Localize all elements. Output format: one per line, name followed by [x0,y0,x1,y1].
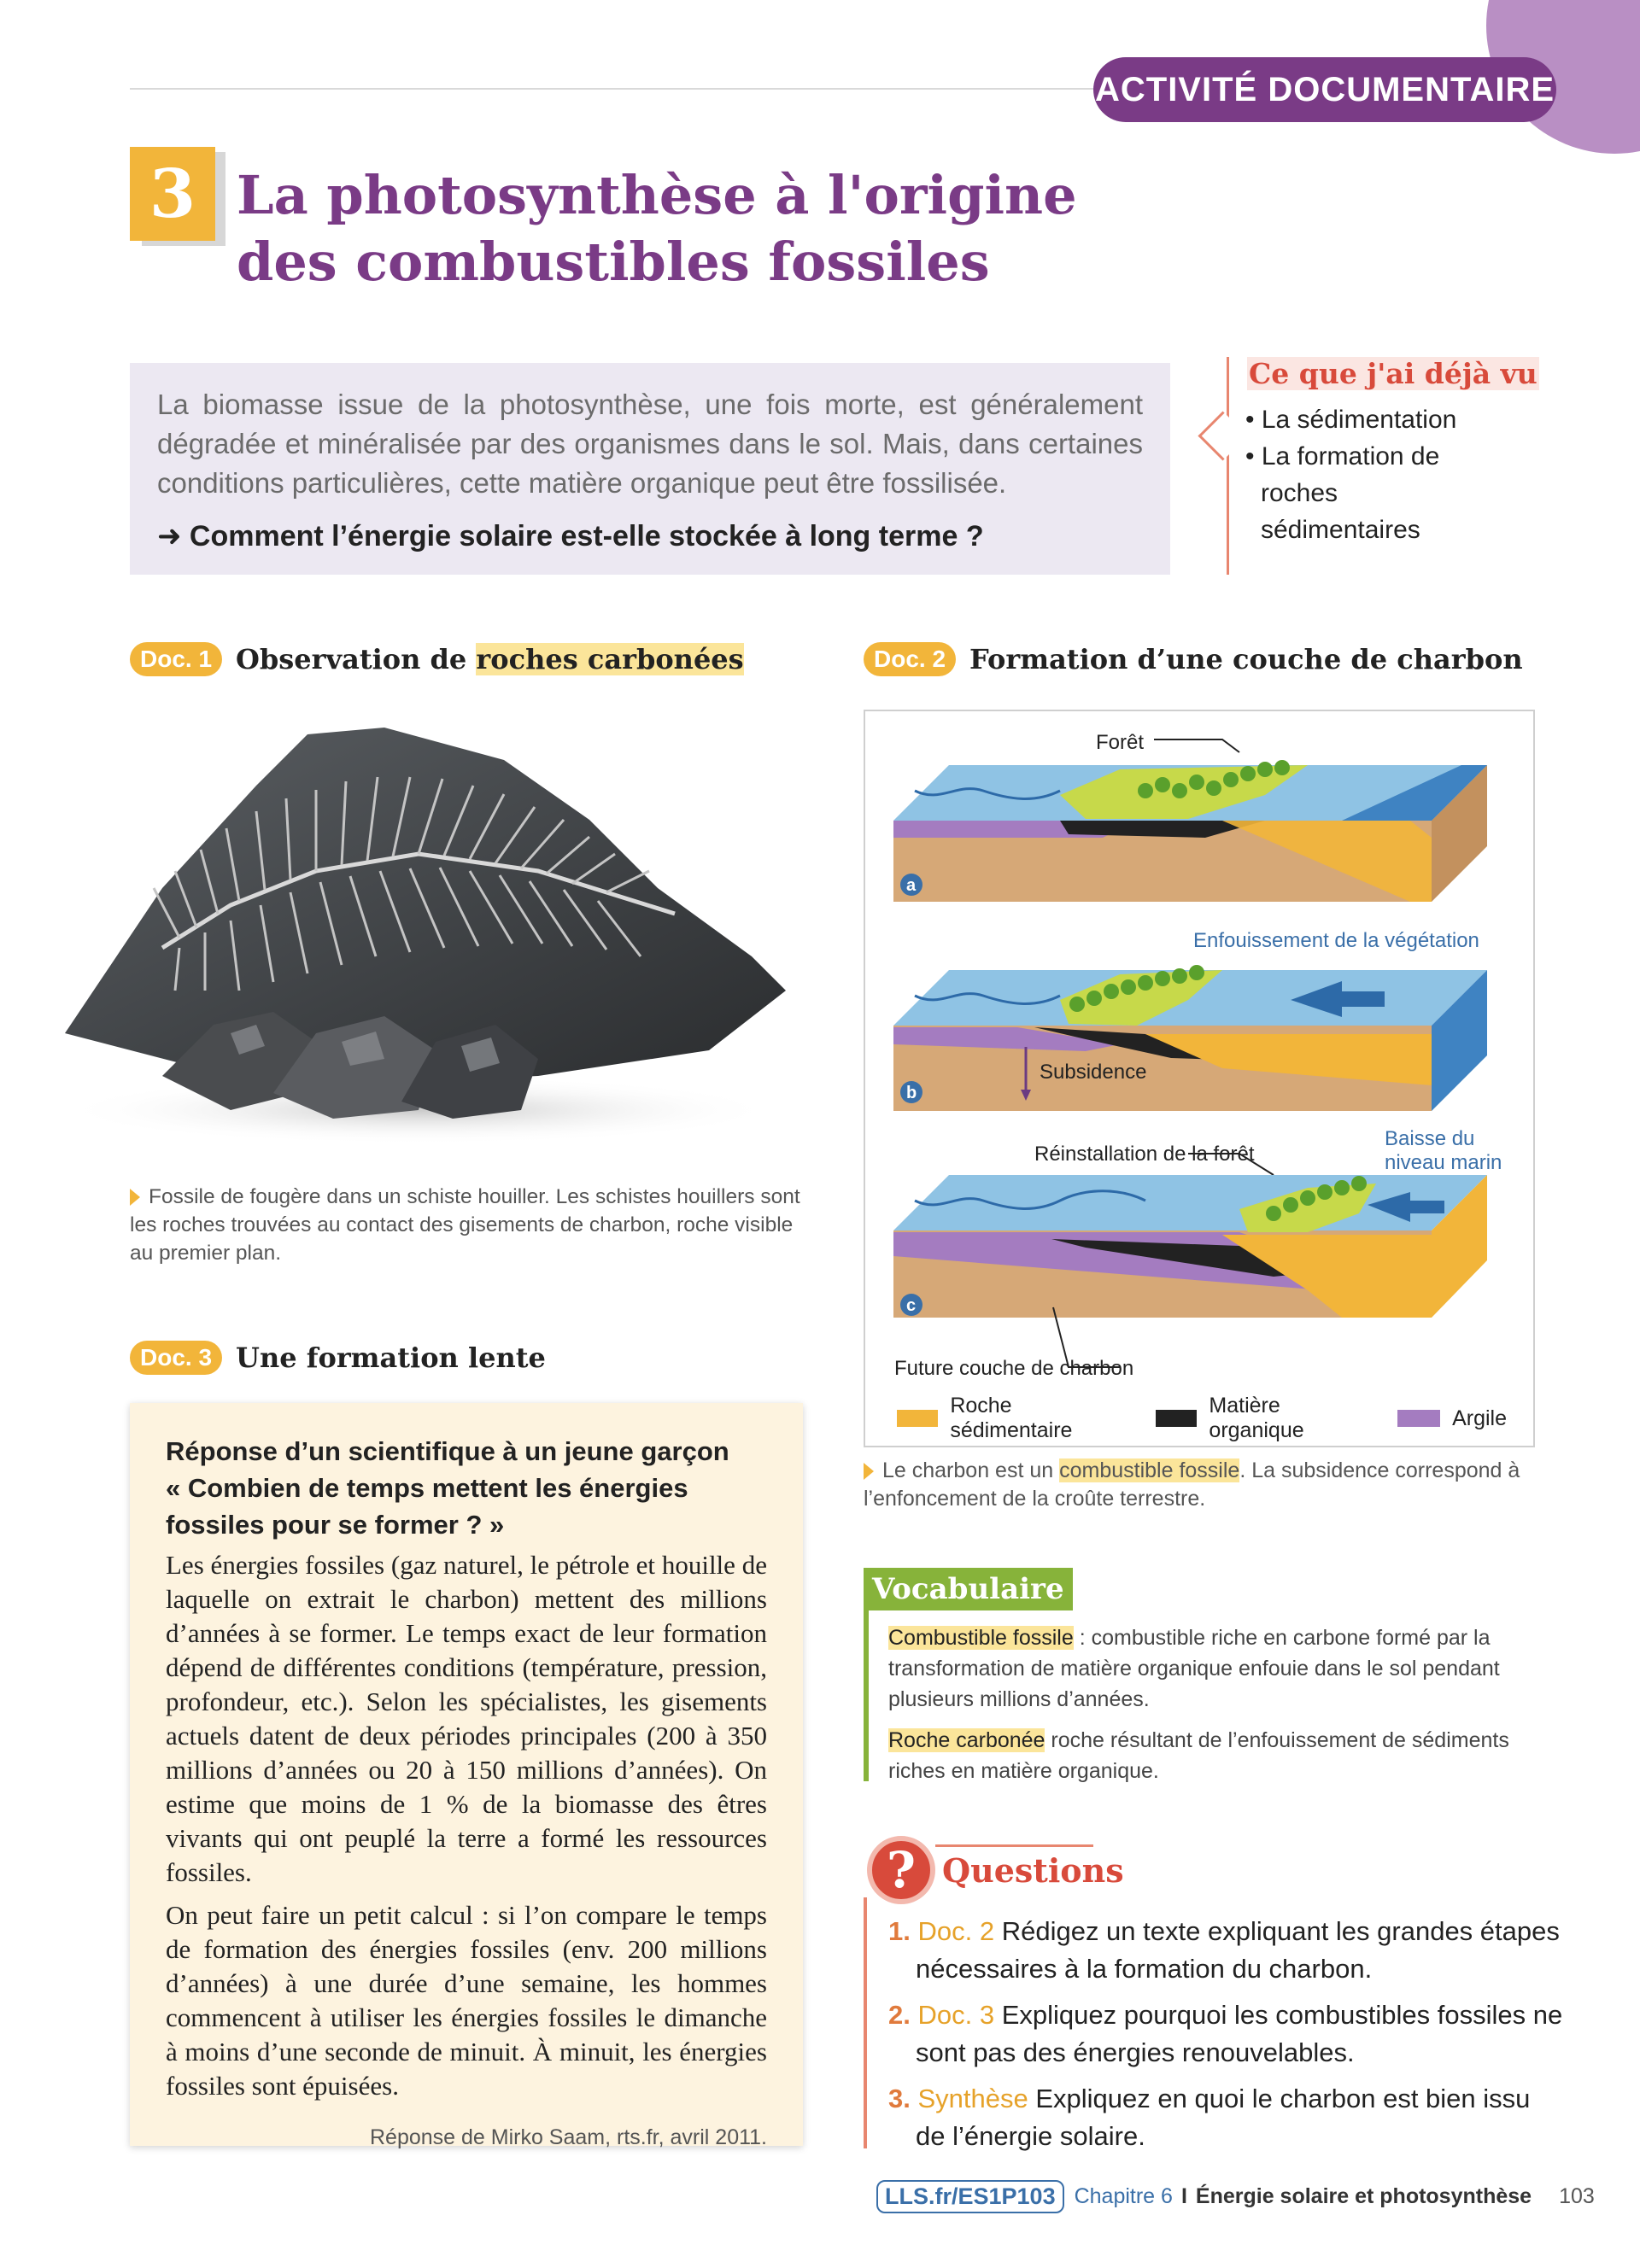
label-enfouissement: Enfouissement de la végétation [1193,929,1479,952]
legend-item: Argile [1397,1406,1507,1431]
vocab-body [888,1622,1538,1797]
question-item: 3. Synthèse Expliquez en quoi le charbon est bien issu de l’énergie solaire. [888,2084,1531,2151]
doc2-title: Formation d’une couche de charbon [969,643,1523,675]
question-mark-icon: ? [867,1836,935,1904]
title-line-1: La photosynthèse à l'origine [237,164,1077,226]
block-c [893,1175,1487,1367]
already-seen-title: Ce que j'ai déjà vu [1249,357,1538,390]
activity-label: ACTIVITÉ DOCUMENTAIRE [1093,57,1556,122]
legend-item: Matière organique [1156,1394,1375,1443]
caption-marker-icon [864,1463,874,1480]
top-rule [130,88,1095,90]
footer-chapter: Chapitre 6 [1074,2184,1173,2208]
doc2-caption: Le charbon est un combustible fossile. La subsidence correspond à l’enfoncement de la croûte terrestre. [864,1458,1520,1511]
vocab-entry: Combustible fossile : combustible riche en carbone formé par la transformation de matière organique enfouie dans le sol pendant plusieurs millions d’années. [888,1626,1500,1711]
quote-paragraph: Les énergies fossiles (gaz naturel, le pétrole et houille de laquelle on extrait le charbon) mettent des millions d’années à se former. Le temps exact de leur formation dépend de différentes conditions (température, pression, profondeur, etc.). Selon les spécialistes, les gisements actuels datent de deux périodes principales (200 à 350 millions d’années ou 20 à 150 millions d’années). On estime que moins de 1 % de la biomasse des êtres vivants qui ont peuplé la terre a formé les ressources fossiles. [166,1550,767,1887]
label-subsidence: Subsidence [1040,1061,1147,1084]
label-baisse-2: niveau marin [1385,1151,1502,1174]
caption-marker-icon [130,1189,140,1206]
doc1-title-highlight: roches carbonées [476,643,744,675]
step-c-label: c [906,1296,917,1315]
footer-link[interactable]: LLS.fr/ES1P103 [876,2180,1064,2213]
already-seen-chevron [1198,412,1248,461]
doc3-title: Une formation lente [236,1342,546,1374]
diagram-legend [897,1394,1529,1443]
page-footer [876,2180,1595,2213]
quote-source: Réponse de Mirko Saam, rts.fr, avril 2011. [369,2125,767,2149]
doc1-header [130,642,744,676]
already-seen-list [1245,401,1502,548]
page-number: 103 [1559,2184,1595,2208]
block-a [893,739,1487,902]
questions-bar [864,1897,867,2148]
title-line-2: des combustibles fossiles [237,231,990,293]
doc1-caption: Fossile de fougère dans un schiste houiller. Les schistes houillers sont les roches trouvées au contact des gisements de charbon, roche visible au premier plan. [130,1185,800,1265]
doc2-header [864,642,1523,676]
doc2-tag: Doc. 2 [864,642,956,676]
already-seen-item: • La formation de roches sédimentaires [1245,442,1440,544]
questions-rule [935,1844,1093,1847]
already-seen-item: • La sédimentation [1245,406,1457,434]
intro-box [130,363,1170,575]
doc3-header [130,1341,546,1375]
already-seen-rule [1227,357,1229,575]
label-baisse-1: Baisse du [1385,1127,1475,1150]
fossil-photo [60,709,811,1153]
questions-list [888,1913,1563,2164]
legend-swatch [1156,1410,1197,1427]
quote-heading: Réponse d’un scientifique à un jeune garçon « Combien de temps mettent les énergies fossiles pour se former ? » [166,1436,729,1540]
step-b-label: b [906,1084,917,1102]
doc3-tag: Doc. 3 [130,1341,222,1375]
legend-swatch [897,1410,938,1427]
vocab-title: Vocabulaire [864,1568,1073,1610]
quote-paragraph: On peut faire un petit calcul : si l’on compare le temps de formation des énergies fossiles (env. 200 millions d’années) à une durée d’une semaine, les hommes commencent à utiliser les énergies fossiles le dimanche à moins d’une seconde de minuit. À minuit, les énergies fossiles sont épuisées. [166,1900,767,2101]
legend-swatch [1397,1410,1440,1427]
vocab-bar [864,1610,869,1781]
coal-formation-diagram [864,710,1535,1393]
label-foret: Forêt [1096,731,1145,754]
vocab-entry: Roche carbonée roche résultant de l’enfouissement de sédiments riches en matière organique. [888,1728,1509,1783]
section-number: 3 [130,147,215,241]
label-reinstallation: Réinstallation de la forêt [1034,1143,1255,1166]
block-b [893,965,1487,1111]
page-title [237,162,1176,295]
footer-topic: Énergie solaire et photosynthèse [1195,2184,1532,2208]
questions-title: Questions [942,1851,1124,1890]
question-item: 1. Doc. 2 Rédigez un texte expliquant les grandes étapes nécessaires à la formation du charbon. [888,1916,1560,1984]
intro-question: ➜ Comment l’énergie solaire est-elle stockée à long terme ? [157,520,984,552]
footer-separator: I [1180,2184,1187,2208]
doc1-tag: Doc. 1 [130,642,222,676]
question-item: 2. Doc. 3 Expliquez pourquoi les combustibles fossiles ne sont pas des énergies renouvelables. [888,2000,1563,2067]
label-future: Future couche de charbon [894,1357,1134,1380]
doc3-quote-box [130,1403,803,2149]
step-a-label: a [906,876,917,895]
doc1-title: Observation de roches carbonées [236,643,744,675]
intro-text: La biomasse issue de la photosynthèse, une fois morte, est généralement dégradée et minéralisée par des organismes dans le sol. Mais, dans certaines conditions particulières, cette matière organique peut être fossilisée. [157,389,1143,499]
legend-item: Roche sédimentaire [897,1394,1133,1443]
quote-body [166,1548,767,2103]
